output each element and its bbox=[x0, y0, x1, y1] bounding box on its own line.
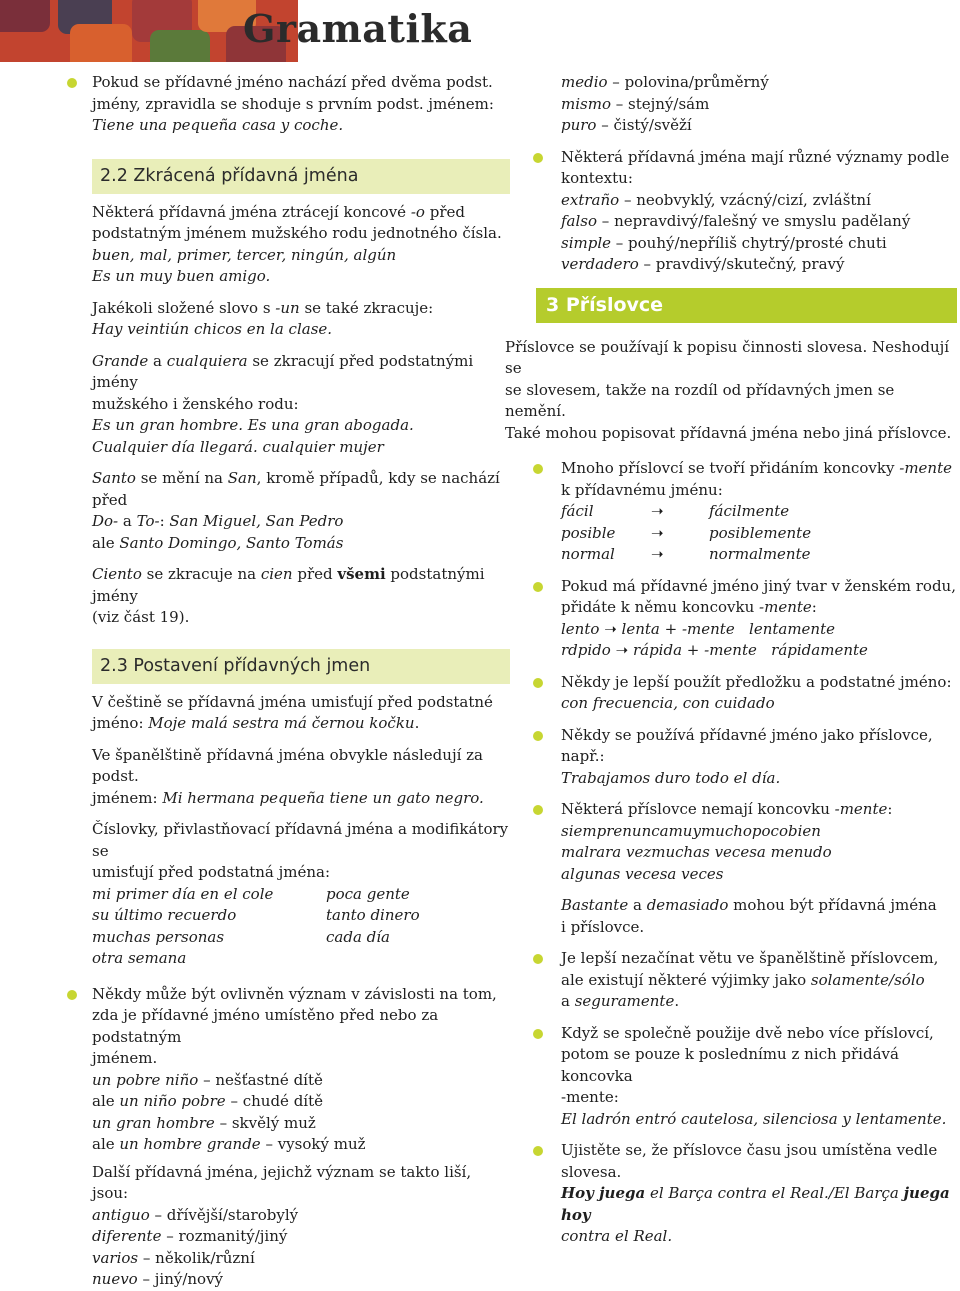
section-heading-2-2: 2.2 Zkrácená přídavná jména bbox=[92, 159, 510, 194]
example-row: fácil ➝ fácilmente bbox=[561, 501, 957, 523]
left-column bbox=[92, 72, 510, 1291]
section-heading-3: 3 Příslovce bbox=[536, 288, 957, 323]
example-row: posible ➝ posiblemente bbox=[561, 523, 957, 545]
bullet-item: Některá příslovce nemají koncovku -mente: siemprenuncamuymuchopocobien malrara vezmuchas vecesa menudo algunas vecesa veces Bastante a demasiado mohou být přídavná jména i příslovce. bbox=[561, 799, 957, 938]
paragraph: Číslovky, přivlastňovací přídavná jména a modifikátory se umisťují před podstatná jména: mi primer día en el cole poca gente su último recuerdo tanto dinero muchas personas cada día otra semana bbox=[92, 819, 510, 970]
text-line: jmény, zpravidla se shoduje s prvním podst. jménem: bbox=[92, 94, 494, 113]
bullet-item: Někdy se používá přídavné jméno jako příslovce, např.: Trabajamos duro todo el día. bbox=[561, 725, 957, 790]
bullet-item: Pokud má přídavné jméno jiný tvar v ženském rodu, přidáte k němu koncovku -mente: lento ➝ lenta + -mente lentamente rdpido ➝ rápida + -mente rápidamente bbox=[561, 576, 957, 662]
bullet-item: Když se společně použije dvě nebo více příslovcí, potom se pouze k poslednímu z nich přidává koncovka -mente: El ladrón entró cautelosa, silenciosa y lentamente. bbox=[561, 1023, 957, 1131]
paragraph: Santo se mění na San, kromě případů, kdy se nachází před Do- a To-: San Miguel, San Pedro ale Santo Domingo, Santo Tomás bbox=[92, 469, 500, 552]
paragraph: Jakékoli složené slovo s -un se také zkracuje: Hay veintiún chicos en la clase. bbox=[92, 298, 434, 338]
bullet-item: Mnoho příslovcí se tvoří přidáním koncovky -mente k přídavnému jménu: fácil ➝ fácilmente posible ➝ posiblemente normal ➝ normalmente bbox=[561, 458, 957, 566]
bullet-item: Někdy může být ovlivněn význam v závislosti na tom, zda je přídavné jméno umístěno před nebo za podstatným jménem. un pobre niño – nešťastné dítě ale un niño pobre – chudé dítě un gran hombre – skvělý muž ale un hombre grande – vysoký muž Další přídavná jména, jejichž význam se takto liší, jsou: antiguo – dřívější/starobylý diferente – rozmanitý/jiný varios – několik/různí nuevo – jiný/nový bbox=[92, 984, 510, 1291]
example-line: Tiene una pequeña casa y coche. bbox=[92, 116, 344, 134]
decor-square bbox=[70, 24, 132, 62]
arrow-icon: ➝ bbox=[604, 619, 617, 638]
arrow-icon: ➝ bbox=[651, 523, 664, 542]
paragraph: Ve španělštině přídavná jména obvykle následují za podst. jménem: Mi hermana pequeña tiene un gato negro. bbox=[92, 745, 484, 807]
arrow-icon: ➝ bbox=[651, 502, 664, 520]
paragraph: Příslovce se používají k popisu činnosti slovesa. Neshodují se se slovesem, takže na rozdíl od přídavných jmen se nemění. Také mohou popisovat přídavná jména nebo jiná příslovce. bbox=[505, 337, 952, 442]
word-row: malrara vezmuchas vecesa menudo bbox=[561, 843, 832, 861]
example-row: rdpido ➝ rápida + -mente rápidamente bbox=[561, 641, 868, 659]
bullet-item: Je lepší nezačínat větu ve španělštině příslovcem, ale existují některé výjimky jako solamente/sólo a seguramente. bbox=[561, 948, 957, 1013]
decor-square bbox=[0, 0, 50, 32]
page-title: Gramatika bbox=[243, 6, 473, 51]
paragraph: Grande a cualquiera se zkracují před podstatnými jmény mužského i ženského rodu: Es un gran hombre. Es una gran abogada. Cualquier día llegará. cualquier mujer bbox=[92, 351, 474, 456]
bullet-item: Některá přídavná jména mají různé významy podle kontextu: extraño – neobvyklý, vzácný/cizí, zvláštní falso – nepravdivý/falešný ve smyslu padělaný simple – pouhý/nepříliš chytrý/prosté chuti verdadero – pravdivý/skutečný, pravý bbox=[561, 147, 957, 276]
word-row: algunas vecesa veces bbox=[561, 864, 724, 883]
paragraph: Ciento se zkracuje na cien před všemi podstatnými jmény (viz část 19). bbox=[92, 565, 485, 626]
word-row: siemprenuncamuymuchopocobien bbox=[561, 821, 821, 840]
example-row: normal ➝ normalmente bbox=[561, 544, 957, 566]
arrow-icon: ➝ bbox=[615, 641, 629, 659]
paragraph: Některá přídavná jména ztrácejí koncové -o před podstatným jménem mužského rodu jednotného čísla. buen, mal, primer, tercer, ningún, algún Es un muy buen amigo. bbox=[92, 202, 502, 285]
bullet-item: Ujistěte se, že příslovce času jsou umístěna vedle slovesa. Hoy juega el Barça contra el Real./El Barça juega hoy contra el Real. bbox=[561, 1140, 957, 1248]
bullet-item: Někdy je lepší použít předložku a podstatné jméno: con frecuencia, con cuidado bbox=[561, 672, 957, 715]
paragraph: V češtině se přídavná jména umisťují před podstatné jméno: Moje malá sestra má černou kočku. bbox=[92, 692, 493, 732]
decor-square bbox=[150, 30, 210, 62]
text-line: Pokud se přídavné jméno nachází před dvěma podst. bbox=[92, 73, 493, 91]
arrow-icon: ➝ bbox=[651, 545, 664, 563]
example-row: lento ➝ lenta + -mente lentamente bbox=[561, 619, 835, 638]
right-column bbox=[505, 72, 957, 1248]
bullet-item bbox=[92, 72, 510, 137]
word-list: medio – polovina/průměrný mismo – stejný/sám puro – čistý/svěží bbox=[561, 73, 769, 134]
section-heading-2-3: 2.3 Postavení přídavných jmen bbox=[92, 649, 510, 684]
example-table: mi primer día en el cole poca gente su último recuerdo tanto dinero muchas personas cada día otra semana bbox=[92, 884, 420, 967]
